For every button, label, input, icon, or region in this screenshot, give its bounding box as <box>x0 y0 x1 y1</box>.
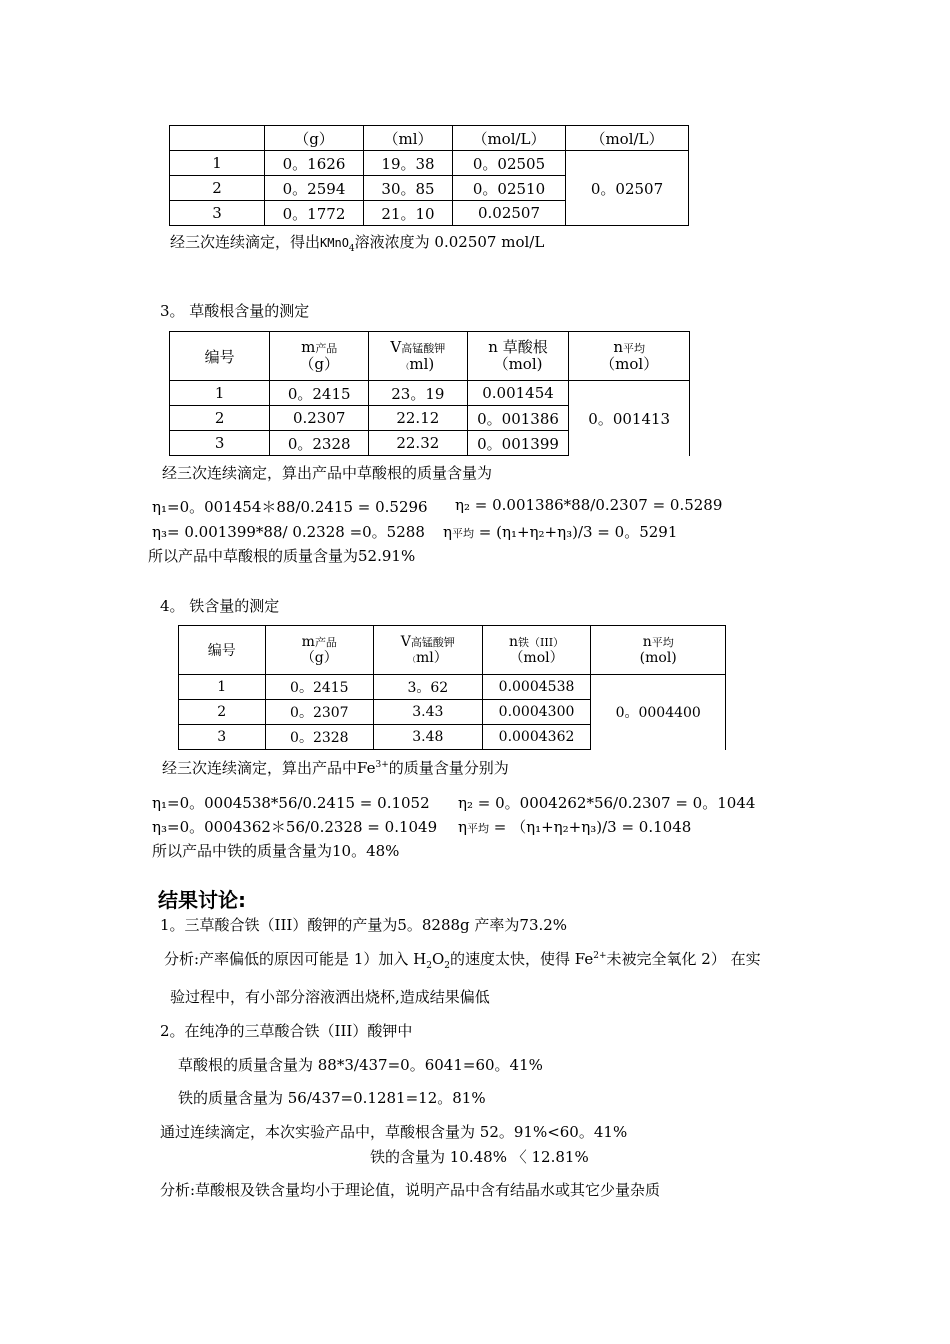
header-main: V <box>400 633 411 650</box>
kmno4-table <box>169 125 689 226</box>
header-sub: 平均 <box>651 635 674 649</box>
header-main: n <box>642 633 652 650</box>
header-unit: ml) <box>409 355 435 373</box>
header-main: m <box>301 337 316 356</box>
eta-formula: = （η₁+η₂+η₃)/3 = 0.1048 <box>489 818 692 836</box>
cell: 0。2307 <box>265 700 374 725</box>
header-cell <box>467 332 569 381</box>
header-cell <box>265 626 374 675</box>
table-header-row <box>170 332 690 381</box>
analysis-text: O <box>431 950 445 968</box>
cell: 1 <box>170 151 265 176</box>
cell: 0.0004300 <box>482 700 591 725</box>
header-unit: ml） <box>415 650 448 666</box>
cell: 0。2415 <box>265 675 374 700</box>
header-main: n <box>508 633 519 650</box>
cell: 1 <box>179 675 266 700</box>
cell: 21。10 <box>364 201 453 226</box>
formula-subscript: 2 <box>426 961 432 971</box>
note-text: 的质量含量分别为 <box>388 759 509 777</box>
average-cell: 0。0004400 <box>591 675 726 750</box>
cell: 0。1772 <box>265 201 364 226</box>
header-unit: （g） <box>299 355 339 373</box>
table-header-row <box>179 626 726 675</box>
header-unit: （mol） <box>509 650 564 666</box>
formula-subscript: 4 <box>348 244 355 254</box>
table-row <box>170 151 689 176</box>
oxalate-theory: 草酸根的质量含量为 88*3/437=0。6041=60。41% <box>178 1056 543 1074</box>
cell: 0.0004362 <box>482 725 591 750</box>
cell: 23。19 <box>369 381 468 406</box>
eta3-iron: η₃=0。0004362＊56/0.2328 = 0.1049 <box>152 818 438 836</box>
header-sub: 平均 <box>623 341 646 355</box>
header-cell <box>374 626 483 675</box>
oxalate-conclusion: 所以产品中草酸根的质量含量为52.91% <box>148 547 416 565</box>
header-unit: （g） <box>300 650 338 666</box>
header-cell <box>569 332 690 381</box>
cell: 0.0004538 <box>482 675 591 700</box>
cell: 0.2307 <box>270 406 369 431</box>
cell: 3 <box>179 725 266 750</box>
cell: 19。38 <box>364 151 453 176</box>
header-main: n <box>613 337 624 356</box>
cell: 2 <box>170 406 270 431</box>
header-unit: （mol) <box>493 355 543 373</box>
header-unit: (mol) <box>639 650 677 666</box>
header-sub: 产品 <box>315 341 338 355</box>
eta-avg-iron <box>458 816 691 837</box>
oxalate-table <box>169 331 690 456</box>
cell: 0。001399 <box>467 431 569 456</box>
header-unit-small: （ <box>407 655 416 664</box>
average-cell: 0。02507 <box>566 151 689 226</box>
header-cell: （g） <box>265 126 364 151</box>
eta-formula: = (η₁+η₂+η₃)/3 = 0。5291 <box>474 523 678 541</box>
header-unit-small: （ <box>401 362 410 371</box>
cell: 0.02507 <box>453 201 566 226</box>
cell: 0。2328 <box>265 725 374 750</box>
header-sub: 产品 <box>314 635 337 649</box>
analysis-text: 的速度太快，使得 Fe <box>450 950 594 968</box>
eta2-iron: η₂ = 0。0004262*56/0.2307 = 0。1044 <box>458 794 756 812</box>
cell: 2 <box>170 176 265 201</box>
header-cell <box>369 332 468 381</box>
eta-symbol: η <box>458 818 467 836</box>
average-cell: 0。001413 <box>569 381 690 456</box>
oxalate-note: 经三次连续滴定，算出产品中草酸根的质量含量为 <box>162 464 493 482</box>
cell: 3。62 <box>374 675 483 700</box>
cell: 0。02505 <box>453 151 566 176</box>
header-cell: （ml） <box>364 126 453 151</box>
header-main: n 草酸根 <box>488 337 548 356</box>
results-analysis1-line2: 验过程中，有小部分溶液洒出烧杯,造成结果偏低 <box>170 988 490 1006</box>
header-main: V <box>390 337 402 356</box>
note-text: 溶液浓度为 0.02507 mol/L <box>354 233 545 251</box>
analysis-text: 未被完全氧化 2） 在实 <box>606 950 761 968</box>
analysis-text: 分析:产率偏低的原因可能是 1）加入 H <box>164 950 427 968</box>
section3-title: 3。 草酸根含量的测定 <box>160 302 310 320</box>
eta1-oxalate: η₁=0。001454＊88/0.2415 = 0.5296 <box>152 498 428 516</box>
header-cell <box>270 332 369 381</box>
formula-subscript: 2 <box>444 961 450 971</box>
charge-superscript: 3+ <box>375 760 389 770</box>
header-sub: 高锰酸钾 <box>401 341 446 355</box>
compare-iron: 铁的含量为 10.48% 〈 12.81% <box>370 1148 589 1166</box>
cell: 0。001386 <box>467 406 569 431</box>
table-row <box>170 381 690 406</box>
cell: 22.32 <box>369 431 468 456</box>
results-item2: 2。在纯净的三草酸合铁（III）酸钾中 <box>160 1022 413 1040</box>
header-cell: 编号 <box>179 626 266 675</box>
eta-symbol: η <box>443 523 452 541</box>
cell: 3 <box>170 431 270 456</box>
eta-sub: 平均 <box>452 527 474 540</box>
eta1-iron: η₁=0。0004538*56/0.2415 = 0.1052 <box>152 794 430 812</box>
eta-avg-oxalate <box>443 521 677 542</box>
header-cell: （mol/L） <box>453 126 566 151</box>
header-sub: 高锰酸钾 <box>410 635 455 649</box>
eta2-oxalate: η₂ = 0.001386*88/0.2307 = 0.5289 <box>455 496 723 514</box>
header-cell <box>591 626 726 675</box>
table-header-row <box>170 126 689 151</box>
cell: 0。2415 <box>270 381 369 406</box>
results-analysis2: 分析:草酸根及铁含量均小于理论值，说明产品中含有结晶水或其它少量杂质 <box>160 1181 661 1199</box>
header-cell: 编号 <box>170 332 270 381</box>
cell: 0。1626 <box>265 151 364 176</box>
iron-conclusion: 所以产品中铁的质量含量为10。48% <box>152 842 400 860</box>
cell: 3 <box>170 201 265 226</box>
cell: 0。02510 <box>453 176 566 201</box>
results-analysis1 <box>164 948 761 971</box>
iron-theory: 铁的质量含量为 56/437=0.1281=12。81% <box>178 1089 486 1107</box>
header-sub: 铁（III） <box>518 635 565 649</box>
compare-oxalate: 通过连续滴定，本次实验产品中，草酸根含量为 52。91%<60。41% <box>160 1123 628 1141</box>
charge-superscript: 2+ <box>593 951 607 961</box>
iron-note <box>162 757 509 778</box>
note-text: 经三次连续滴定，得出 <box>170 233 321 251</box>
section4-title: 4。 铁含量的测定 <box>160 597 280 615</box>
table-row <box>179 675 726 700</box>
cell: 0。2594 <box>265 176 364 201</box>
cell: 1 <box>170 381 270 406</box>
header-cell <box>482 626 591 675</box>
results-title: 结果讨论: <box>158 888 246 912</box>
cell: 22.12 <box>369 406 468 431</box>
header-unit: （mol） <box>600 355 659 373</box>
cell: 30。85 <box>364 176 453 201</box>
header-main: m <box>301 633 315 650</box>
cell: 0。2328 <box>270 431 369 456</box>
eta-sub: 平均 <box>467 822 489 835</box>
iron-table <box>178 625 726 750</box>
header-cell: （mol/L） <box>566 126 689 151</box>
cell: 2 <box>179 700 266 725</box>
header-cell <box>170 126 265 151</box>
results-item1: 1。三草酸合铁（III）酸钾的产量为5。8288g 产率为73.2% <box>160 916 568 934</box>
eta3-oxalate: η₃= 0.001399*88/ 0.2328 =0。5288 <box>152 523 425 541</box>
cell: 3.48 <box>374 725 483 750</box>
cell: 3.43 <box>374 700 483 725</box>
kmno4-result-note <box>170 231 544 254</box>
note-text: 经三次连续滴定，算出产品中Fe <box>162 759 376 777</box>
formula-text: KMnO <box>320 236 349 250</box>
cell: 0.001454 <box>467 381 569 406</box>
